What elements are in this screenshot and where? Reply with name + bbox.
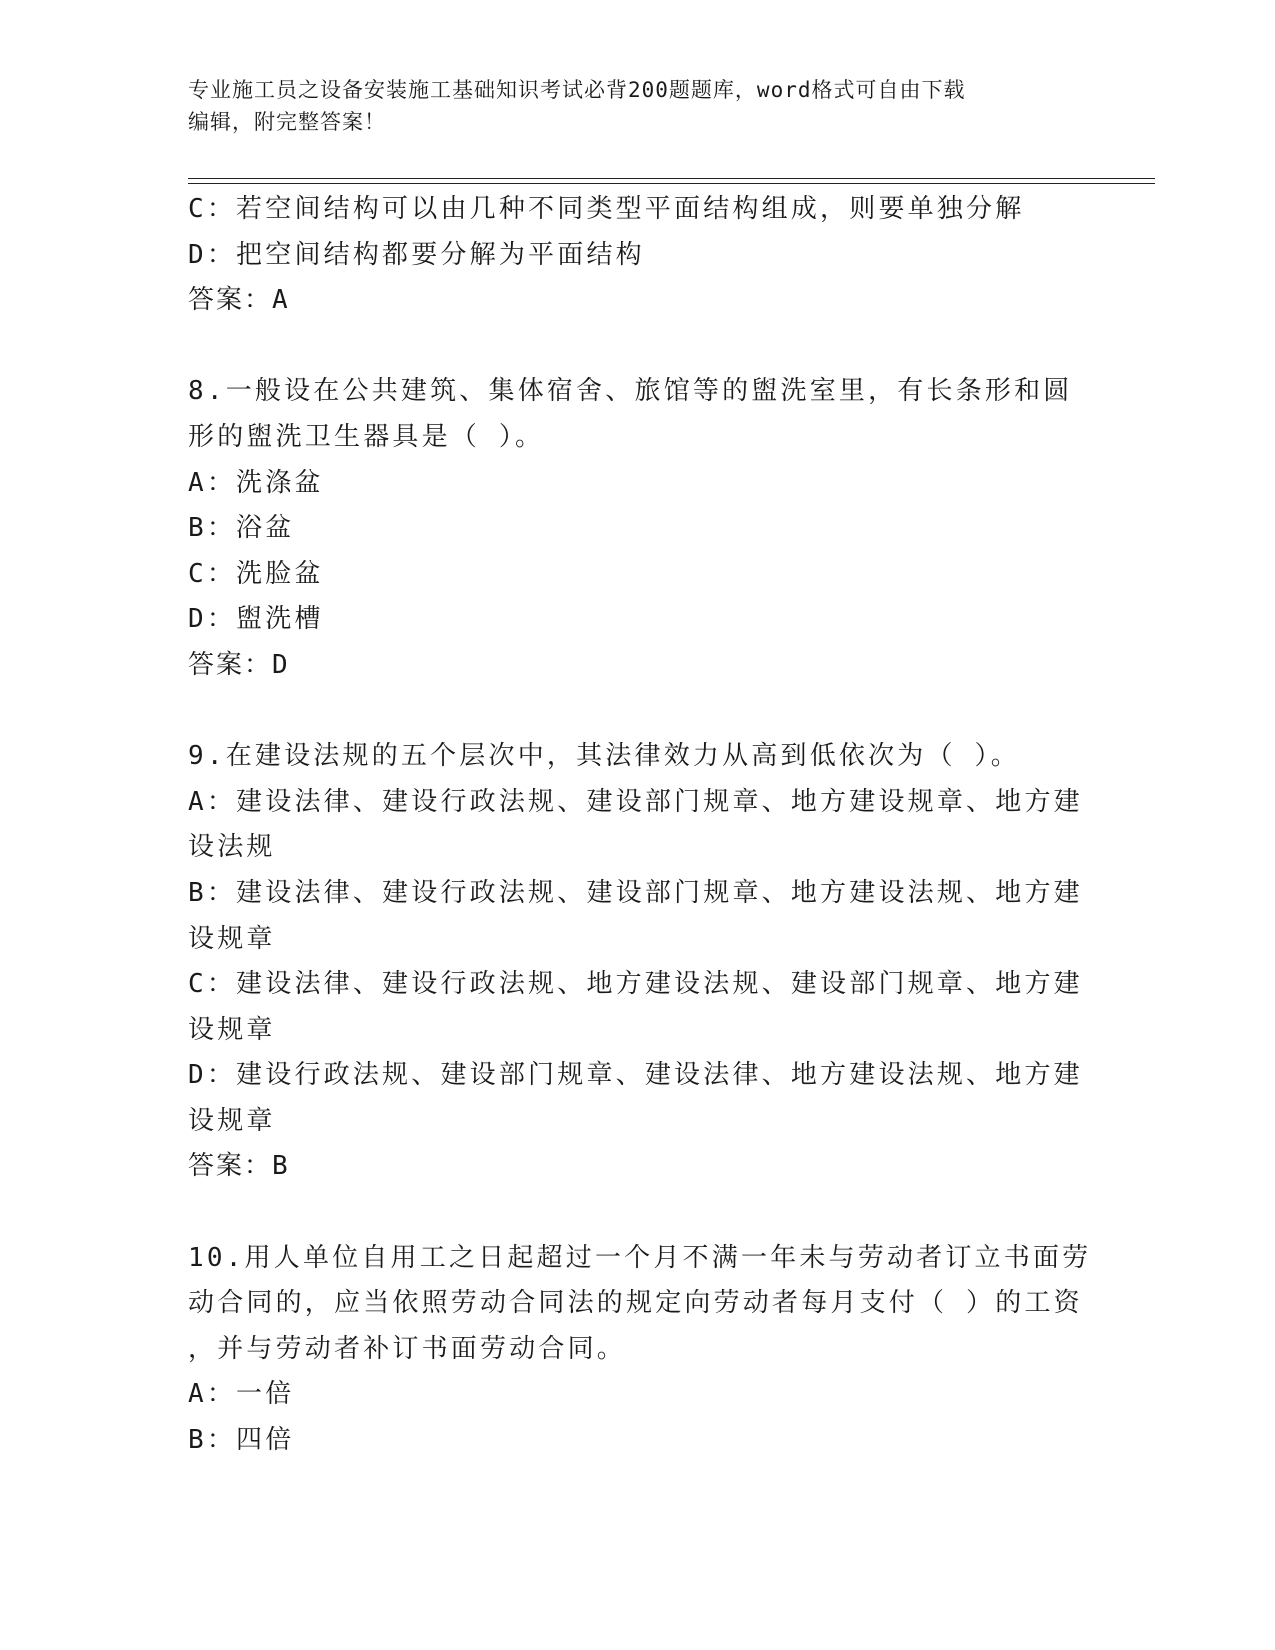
option-c: C：建设法律、建设行政法规、地方建设法规、建设部门规章、地方建: [188, 969, 1083, 1000]
question-stem-line: 9.在建设法规的五个层次中，其法律效力从高到低依次为（ ）。: [188, 741, 1020, 772]
answer: 答案：B: [188, 1151, 290, 1182]
option-a: A：洗涤盆: [188, 467, 324, 498]
option-c: C：若空间结构可以由几种不同类型平面结构组成，则要单独分解: [188, 194, 1025, 224]
header-divider-bottom: [188, 183, 1155, 184]
option-c-continuation: 设规章: [188, 1014, 276, 1045]
header-title-line-1: 专业施工员之设备安装施工基础知识考试必背200题题库，word格式可自由下载: [188, 78, 966, 102]
option-d: D：盥洗槽: [188, 604, 324, 635]
question-list: [188, 187, 1092, 1464]
option-d: D：建设行政法规、建设部门规章、建设法律、地方建设法规、地方建: [188, 1060, 1083, 1091]
question-stem-line: ，并与劳动者补订书面劳动合同。: [188, 1333, 627, 1364]
question-stem-line: 动合同的，应当依照劳动合同法的规定向劳动者每月支付（ ）的工资: [188, 1288, 1083, 1319]
question-stem-line: 形的盥洗卫生器具是（ ）。: [188, 421, 545, 452]
option-d: D：把空间结构都要分解为平面结构: [188, 239, 645, 270]
header-title-line-2: 编辑，附完整答案！: [188, 110, 386, 134]
header-divider-top: [188, 178, 1155, 179]
option-b: B：四倍: [188, 1425, 295, 1456]
document-header: [188, 74, 1088, 138]
answer: 答案：A: [188, 285, 290, 316]
option-a: A：建设法律、建设行政法规、建设部门规章、地方建设规章、地方建: [188, 786, 1083, 817]
question-8: [188, 369, 1078, 688]
answer: 答案：D: [188, 649, 290, 680]
option-d-continuation: 设规章: [188, 1105, 276, 1136]
spacer: [188, 689, 1078, 735]
option-b: B：浴盆: [188, 513, 295, 544]
option-c: C：洗脸盆: [188, 558, 324, 589]
question-9: [188, 734, 1083, 1190]
option-b: B：建设法律、建设行政法规、建设部门规章、地方建设法规、地方建: [188, 877, 1083, 908]
question-stem-line: 10.用人单位自用工之日起超过一个月不满一年未与劳动者订立书面劳: [188, 1242, 1092, 1273]
option-a-continuation: 设法规: [188, 832, 276, 863]
question-stem-line: 8.一般设在公共建筑、集体宿舍、旅馆等的盥洗室里，有长条形和圆: [188, 376, 1073, 407]
spacer: [188, 324, 1078, 370]
question-10: [188, 1236, 1092, 1464]
spacer: [188, 1190, 1078, 1236]
option-b-continuation: 设规章: [188, 923, 276, 954]
previous-question-block: [188, 187, 1078, 324]
option-a: A：一倍: [188, 1379, 295, 1410]
